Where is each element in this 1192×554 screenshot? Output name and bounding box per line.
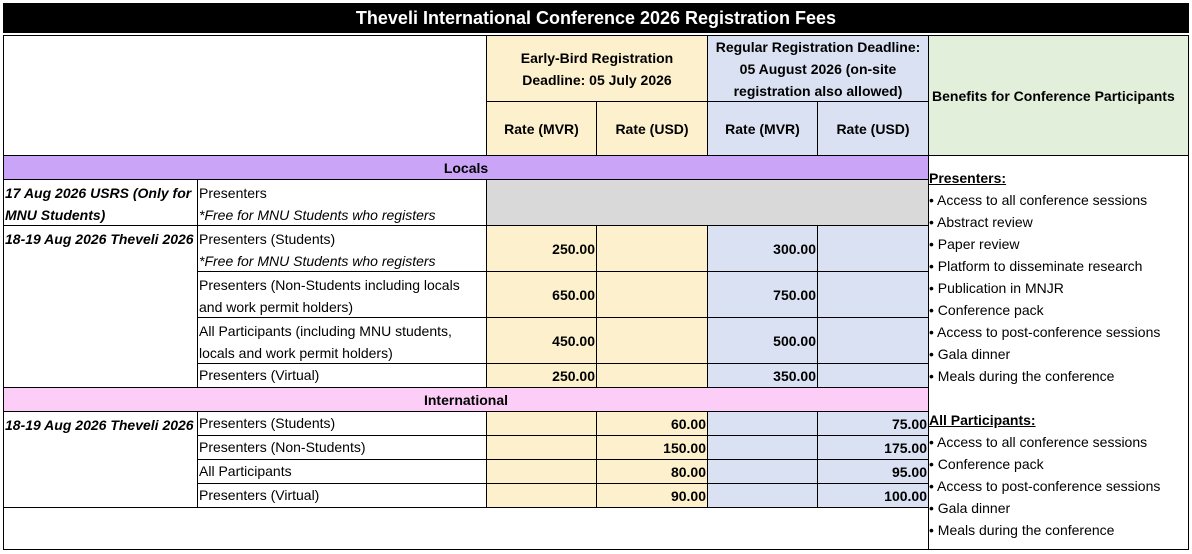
international-regular-usd: 75.00 <box>817 411 929 436</box>
locals-regular-mvr: 750.00 <box>707 271 818 318</box>
benefit-item: • Access to all conference sessions <box>929 192 1148 208</box>
international-section-header: International <box>3 387 929 412</box>
locals-early-usd <box>596 271 708 318</box>
locals-regular-usd <box>817 225 929 272</box>
international-row-label: Presenters (Non-Students) <box>197 435 487 460</box>
usrs-presenters-label: Presenters <box>199 185 267 201</box>
locals-row-label: Presenters (Virtual) <box>197 363 487 388</box>
international-event-cell: 18-19 Aug 2026 Theveli 2026 <box>3 411 198 508</box>
locals-regular-mvr: 300.00 <box>707 225 818 272</box>
benefit-item: • Abstract review <box>929 214 1033 230</box>
early-bird-header: Early-Bird Registration Deadline: 05 July 2026 <box>486 35 708 102</box>
page-title: Theveli International Conference 2026 Registration Fees <box>3 3 1189 33</box>
benefit-item: • Meals during the conference <box>929 368 1115 384</box>
footer-blank-row <box>3 507 929 550</box>
benefit-item: • Conference pack <box>929 302 1044 318</box>
benefit-item: • Paper review <box>929 236 1020 252</box>
regular-mvr-header: Rate (MVR) <box>707 101 818 156</box>
international-early-mvr <box>486 411 597 436</box>
international-regular-usd: 95.00 <box>817 459 929 484</box>
international-regular-mvr <box>707 459 818 484</box>
regular-header: Regular Registration Deadline: 05 August 2026 (on-site registration also allowed) <box>707 35 929 102</box>
benefit-item: • Gala dinner <box>929 346 1011 362</box>
locals-row-label-text: Presenters (Students) <box>199 231 336 247</box>
benefit-item: • Access to post-conference sessions <box>929 478 1161 494</box>
benefits-list <box>929 167 1187 541</box>
locals-early-mvr: 250.00 <box>486 225 597 272</box>
locals-row-label: Presenters (Non-Students including locals and work permit holders) <box>197 271 487 318</box>
early-mvr-header: Rate (MVR) <box>486 101 597 156</box>
locals-early-usd <box>596 363 708 388</box>
usrs-event-cell: 17 Aug 2026 USRS (Only for MNU Students) <box>3 179 198 226</box>
benefit-item: • Platform to disseminate research <box>929 258 1143 274</box>
locals-regular-mvr: 500.00 <box>707 317 818 364</box>
international-early-mvr <box>486 459 597 484</box>
participants-benefits-heading: All Participants: <box>929 412 1036 428</box>
international-early-usd: 150.00 <box>596 435 708 460</box>
benefit-item: • Gala dinner <box>929 500 1011 516</box>
locals-early-mvr: 650.00 <box>486 271 597 318</box>
international-row-label: All Participants <box>197 459 487 484</box>
header-blank-cell <box>3 35 487 156</box>
international-regular-usd: 175.00 <box>817 435 929 460</box>
international-early-usd: 80.00 <box>596 459 708 484</box>
international-regular-mvr <box>707 483 818 508</box>
benefits-header: Benefits for Conference Participants <box>928 35 1189 156</box>
benefit-item: • Access to post-conference sessions <box>929 324 1161 340</box>
international-early-usd: 60.00 <box>596 411 708 436</box>
international-early-mvr <box>486 483 597 508</box>
locals-regular-mvr: 350.00 <box>707 363 818 388</box>
early-usd-header: Rate (USD) <box>596 101 708 156</box>
locals-regular-usd <box>817 271 929 318</box>
locals-early-usd <box>596 317 708 364</box>
locals-regular-usd <box>817 363 929 388</box>
international-regular-mvr <box>707 411 818 436</box>
usrs-free-note: *Free for MNU Students who registers <box>199 207 436 223</box>
international-regular-mvr <box>707 435 818 460</box>
benefit-item: • Publication in MNJR <box>929 280 1064 296</box>
benefit-item: • Access to all conference sessions <box>929 434 1148 450</box>
international-row-label: Presenters (Virtual) <box>197 483 487 508</box>
international-early-usd: 90.00 <box>596 483 708 508</box>
international-regular-usd: 100.00 <box>817 483 929 508</box>
locals-theveli-event-cell: 18-19 Aug 2026 Theveli 2026 <box>3 225 198 388</box>
regular-usd-header: Rate (USD) <box>817 101 929 156</box>
benefit-item: • Meals during the conference <box>929 522 1115 538</box>
international-early-mvr <box>486 435 597 460</box>
international-row-label: Presenters (Students) <box>197 411 487 436</box>
locals-section-header: Locals <box>3 155 929 180</box>
presenters-benefits-heading: Presenters: <box>929 170 1007 186</box>
benefits-spacer <box>929 387 1187 409</box>
locals-row-label <box>197 225 487 272</box>
locals-row-label: All Participants (including MNU students, locals and work permit holders) <box>197 317 487 364</box>
locals-early-usd <box>596 225 708 272</box>
locals-regular-usd <box>817 317 929 364</box>
usrs-presenters-cell <box>197 179 487 226</box>
benefit-item: • Conference pack <box>929 456 1044 472</box>
locals-early-mvr: 450.00 <box>486 317 597 364</box>
locals-early-mvr: 250.00 <box>486 363 597 388</box>
usrs-rates-greyed <box>486 179 929 226</box>
locals-row-free-note: *Free for MNU Students who registers <box>199 253 436 269</box>
